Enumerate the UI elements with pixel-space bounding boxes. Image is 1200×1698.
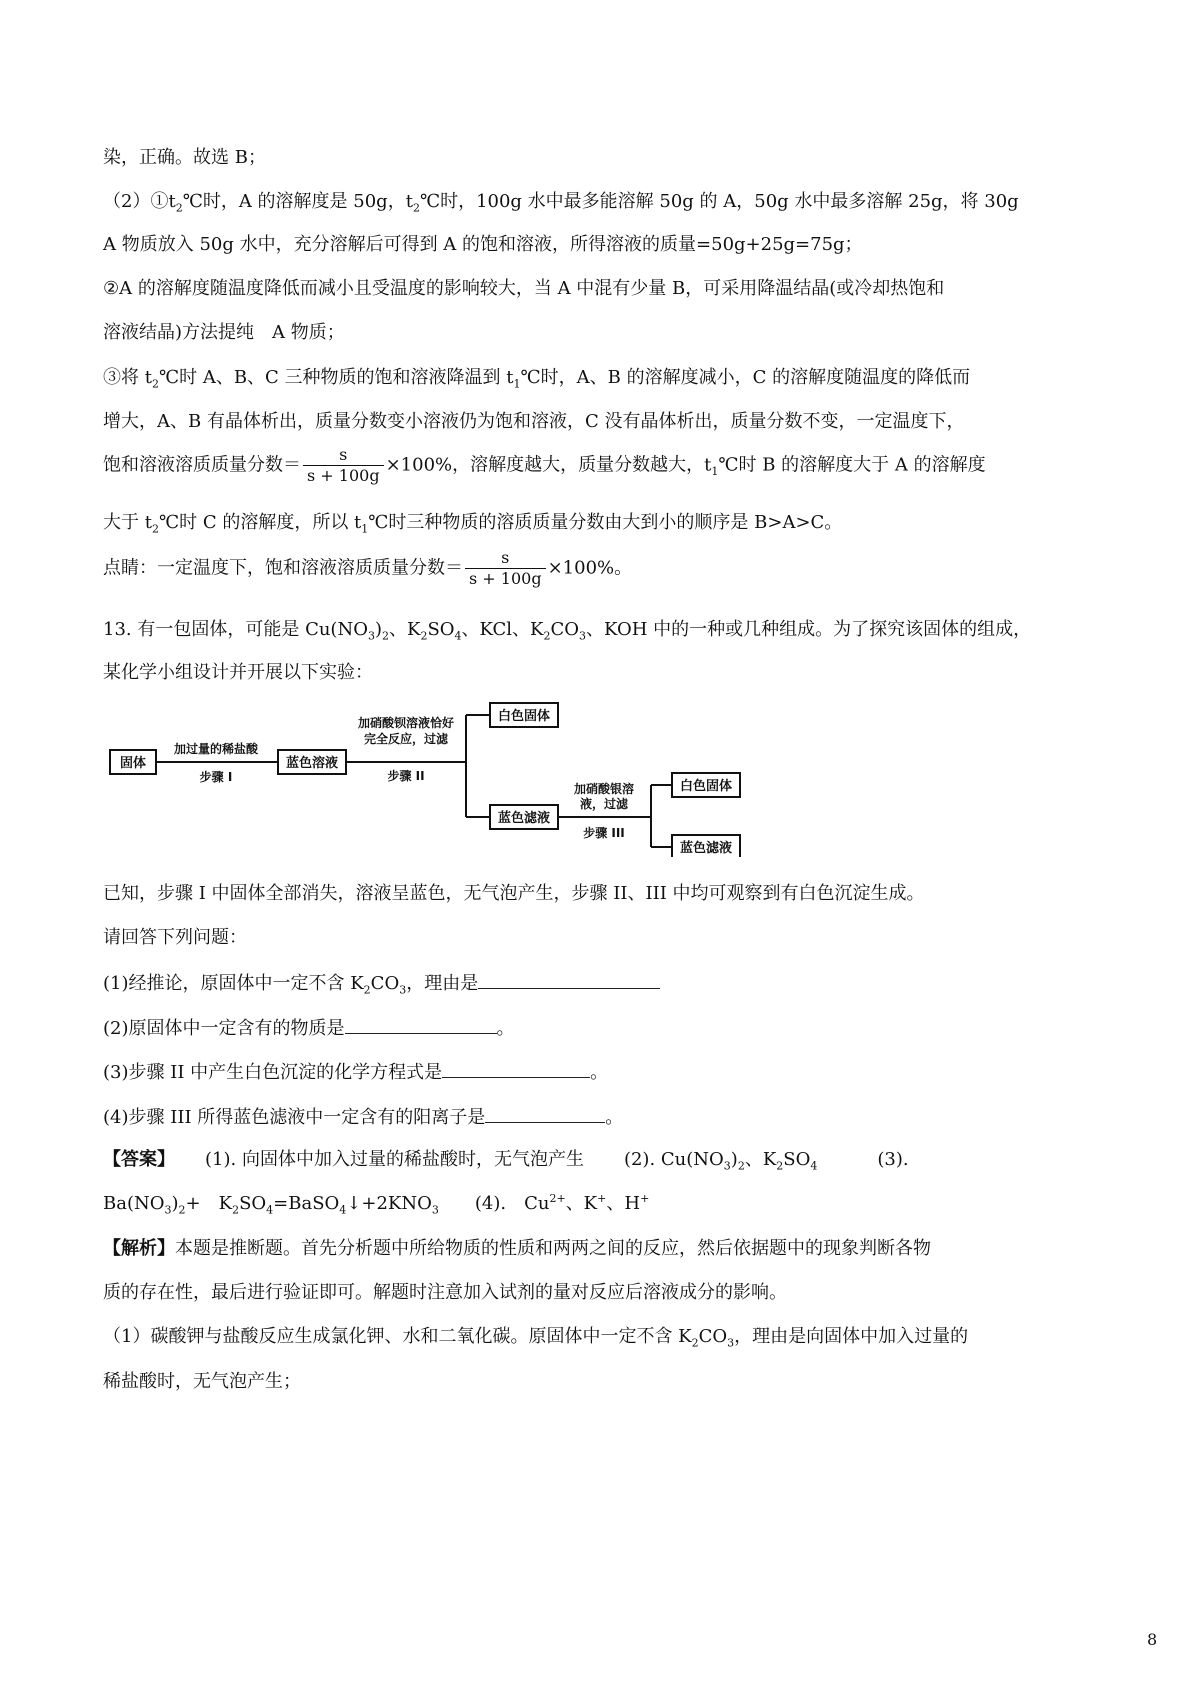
answer-blank[interactable] (442, 1059, 590, 1078)
text-line: $(2)①t_2℃$时，A 的溶解度是 50g，$t_2℃$时，100g 水中最多能溶解 50g 的 A，50g 水中最多溶解 25g，将 30g (103, 191, 1019, 215)
analysis-line-1: 【解析】本题是推断题。首先分析题中所给物质的性质和两两之间的反应，然后依据题中的现象判断各物 (103, 1238, 931, 1259)
text-line: 增大，A、B 有晶体析出，质量分数变小溶液仍为饱和溶液，C 没有晶体析出，质量分数不变，一定温度下， (103, 411, 965, 432)
step2-label-2: 完全反应，过滤 (363, 732, 449, 746)
text-line: 某化学小组设计并开展以下实验： (103, 662, 373, 683)
step3-label-1: 加硝酸银溶 (573, 782, 635, 796)
label-blue-solution: 蓝色溶液 (285, 756, 339, 771)
text-line: （1）碳酸钾与盐酸反应生成氯化钾、水和二氧化碳。原固体中一定不含 $K_2CO_3$，理由是向固体中加入过量的 (103, 1326, 969, 1350)
answer-line-1: 【答案】 (1). 向固体中加入过量的稀盐酸时，无气泡产生 (2). $Cu(NO_3)_2$、$K_2SO_4$ (3). (103, 1149, 909, 1173)
text-line: 溶液结晶)方法提纯 A 物质； (103, 322, 345, 343)
step3-name: 步骤 III (583, 826, 625, 840)
page-number: 8 (1147, 1630, 1158, 1649)
experiment-flowchart (106, 697, 796, 857)
label-blue-filtrate-2: 蓝色滤液 (679, 841, 733, 856)
step2-name: 步骤 II (387, 769, 425, 783)
fraction: $\frac{s}{s + 100g}$ (303, 445, 384, 486)
label-white-solid-1: 白色固体 (497, 709, 551, 724)
fraction: $\frac{s}{s + 100g}$ (465, 548, 546, 589)
text-line: A 物质放入 50g 水中，充分溶解后可得到 A 的饱和溶液，所得溶液的质量=50g+25g=75g； (103, 234, 863, 255)
label-blue-filtrate-1: 蓝色滤液 (497, 811, 551, 826)
step1-name: 步骤 I (199, 770, 233, 784)
text-line: 稀盐酸时，无气泡产生； (103, 1371, 301, 1392)
answer-blank[interactable] (478, 970, 660, 989)
text-line: 染，正确。故选 B； (103, 147, 266, 168)
answer-line-2: $Ba(NO_3)_2+$ $K_2SO_4=BaSO_4↓+2KNO_3$ (4). $Cu^{2+}$、K+、H+ (103, 1192, 650, 1217)
step3-label-2: 液，过滤 (579, 797, 629, 811)
answer-blank[interactable] (345, 1015, 497, 1034)
text-line: 请回答下列问题： (103, 927, 247, 948)
step2-label-1: 加硝酸钡溶液恰好 (357, 716, 455, 730)
text-line: 饱和溶液溶质质量分数＝ $\frac{s}{s + 100g}$ ×100%，溶解度越大，质量分数越大，$t_1℃$时 B 的溶解度大于 A 的溶解度 (103, 445, 986, 485)
question-2: (2)原固体中一定含有的物质是 。 (103, 1015, 1103, 1041)
text-line: 大于 $t_2℃$时 C 的溶解度，所以 $t_1℃$时三种物质的溶质质量分数由大到小的顺序是 B>A>C。 (103, 512, 843, 536)
text-line: 质的存在性，最后进行验证即可。解题时注意加入试剂的量对反应后溶液成分的影响。 (103, 1282, 787, 1303)
text-line: ③将 $t_2℃$时 A、B、C 三种物质的饱和溶液降温到 $t_1℃$时，A、B 的溶解度减小，C 的溶解度随温度的降低而 (103, 367, 971, 391)
question-13: 13. 有一包固体，可能是 $Cu(NO_3)_2$、$K_2SO_4$、KCl、$K_2CO_3$、KOH 中的一种或几种组成。为了探究该固体的组成， (103, 619, 1032, 643)
answer-blank[interactable] (485, 1104, 605, 1123)
step1-label: 加过量的稀盐酸 (173, 742, 259, 756)
question-1: (1)经推论，原固体中一定不含 $K_2CO_3$，理由是 (103, 970, 1103, 996)
question-3: (3)步骤 II 中产生白色沉淀的化学方程式是 。 (103, 1059, 1103, 1085)
label-white-solid-2: 白色固体 (679, 779, 733, 794)
text-line: ②A 的溶解度随温度降低而减小且受温度的影响较大，当 A 中混有少量 B，可采用降温结晶(或冷却热饱和 (103, 278, 945, 299)
text-line: 已知，步骤 I 中固体全部消失，溶液呈蓝色，无气泡产生，步骤 II、III 中均可观察到有白色沉淀生成。 (103, 883, 925, 904)
text-line: 点睛：一定温度下，饱和溶液溶质质量分数＝ $\frac{s}{s + 100g}$ ×100%。 (103, 548, 633, 588)
label-solid: 固体 (119, 756, 147, 771)
question-4: (4)步骤 III 所得蓝色滤液中一定含有的阳离子是 。 (103, 1104, 1103, 1130)
